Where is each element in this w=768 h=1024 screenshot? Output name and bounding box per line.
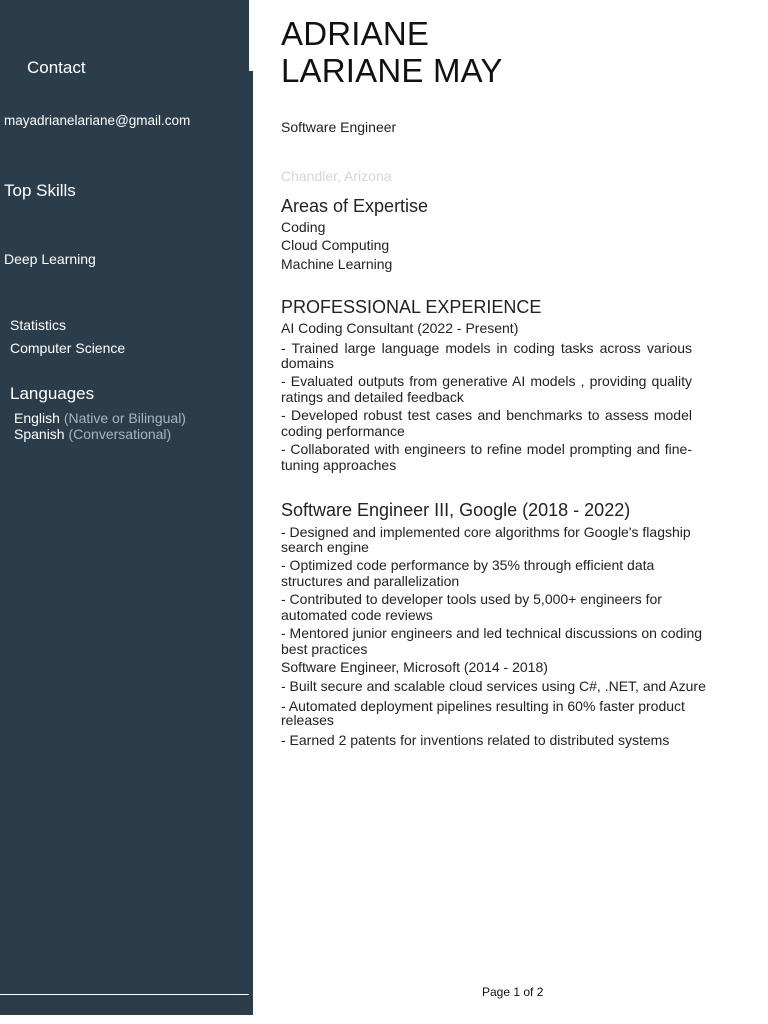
sidebar xyxy=(0,0,253,1015)
job-title: Software Engineer xyxy=(281,119,397,135)
job-bullet: - Collaborated with engineers to refine model prompting and fine- xyxy=(281,441,692,457)
job-bullet: - Developed robust test cases and benchmarks to assess model xyxy=(281,407,692,423)
language-name: English xyxy=(14,410,60,426)
job-bullet-cont: tuning approaches xyxy=(281,457,397,473)
location: Chandler, Arizona xyxy=(281,168,392,184)
job-bullet-cont: releases xyxy=(281,712,334,728)
job-bullet: - Built secure and scalable cloud services using C#, .NET, and Azure xyxy=(281,678,706,694)
job-bullet-cont: coding performance xyxy=(281,423,405,439)
job-bullet: - Optimized code performance by 35% through efficient data xyxy=(281,557,655,573)
job-bullet: - Designed and implemented core algorithms for Google's flagship xyxy=(281,524,691,540)
job-heading: Software Engineer, Microsoft (2014 - 2018) xyxy=(281,659,548,675)
skill-item: Computer Science xyxy=(10,340,126,356)
name-line-2: LARIANE MAY xyxy=(281,52,503,89)
page-number: Page 1 of 2 xyxy=(482,985,544,999)
job-bullet: - Trained large language models in coding tasks across various xyxy=(281,340,692,356)
job-heading: Software Engineer III, Google (2018 - 2022) xyxy=(281,500,631,520)
job-bullet-cont: domains xyxy=(281,355,334,371)
language-level: (Native or Bilingual) xyxy=(63,410,186,426)
email-link[interactable]: mayadrianelariane@gmail.com xyxy=(4,113,191,128)
job-bullet: - Automated deployment pipelines resulting in 60% faster product xyxy=(281,698,685,714)
skill-item: Statistics xyxy=(10,317,67,333)
contact-heading: Contact xyxy=(27,58,86,77)
expertise-heading: Areas of Expertise xyxy=(281,196,429,216)
experience-heading: PROFESSIONAL EXPERIENCE xyxy=(281,297,542,317)
job-bullet-cont: search engine xyxy=(281,539,369,555)
expertise-item: Cloud Computing xyxy=(281,237,390,253)
language-level: (Conversational) xyxy=(68,426,172,442)
sidebar-notch xyxy=(249,0,253,71)
job-bullet: - Contributed to developer tools used by 5,000+ engineers for xyxy=(281,591,662,607)
language-item xyxy=(14,410,186,426)
languages-heading: Languages xyxy=(10,384,95,403)
job-title: AI Coding Consultant (2022 - Present) xyxy=(281,320,519,336)
language-name: Spanish xyxy=(14,426,65,442)
top-skills-heading: Top Skills xyxy=(4,181,76,200)
sidebar-divider xyxy=(0,994,249,995)
job-bullet: - Evaluated outputs from generative AI models , providing quality xyxy=(281,373,692,389)
job-bullet-cont: ratings and detailed feedback xyxy=(281,389,464,405)
expertise-item: Machine Learning xyxy=(281,256,393,272)
job-bullet: - Mentored junior engineers and led technical discussions on coding xyxy=(281,625,703,641)
job-bullet: - Earned 2 patents for inventions related to distributed systems xyxy=(281,732,670,748)
language-item xyxy=(14,426,171,442)
expertise-item: Coding xyxy=(281,219,326,235)
job-bullet-cont: best practices xyxy=(281,641,368,657)
job-bullet-cont: automated code reviews xyxy=(281,607,433,623)
skill-item: Deep Learning xyxy=(4,251,96,267)
job-bullet-cont: structures and parallelization xyxy=(281,573,460,589)
name-line-1: ADRIANE xyxy=(281,15,430,52)
